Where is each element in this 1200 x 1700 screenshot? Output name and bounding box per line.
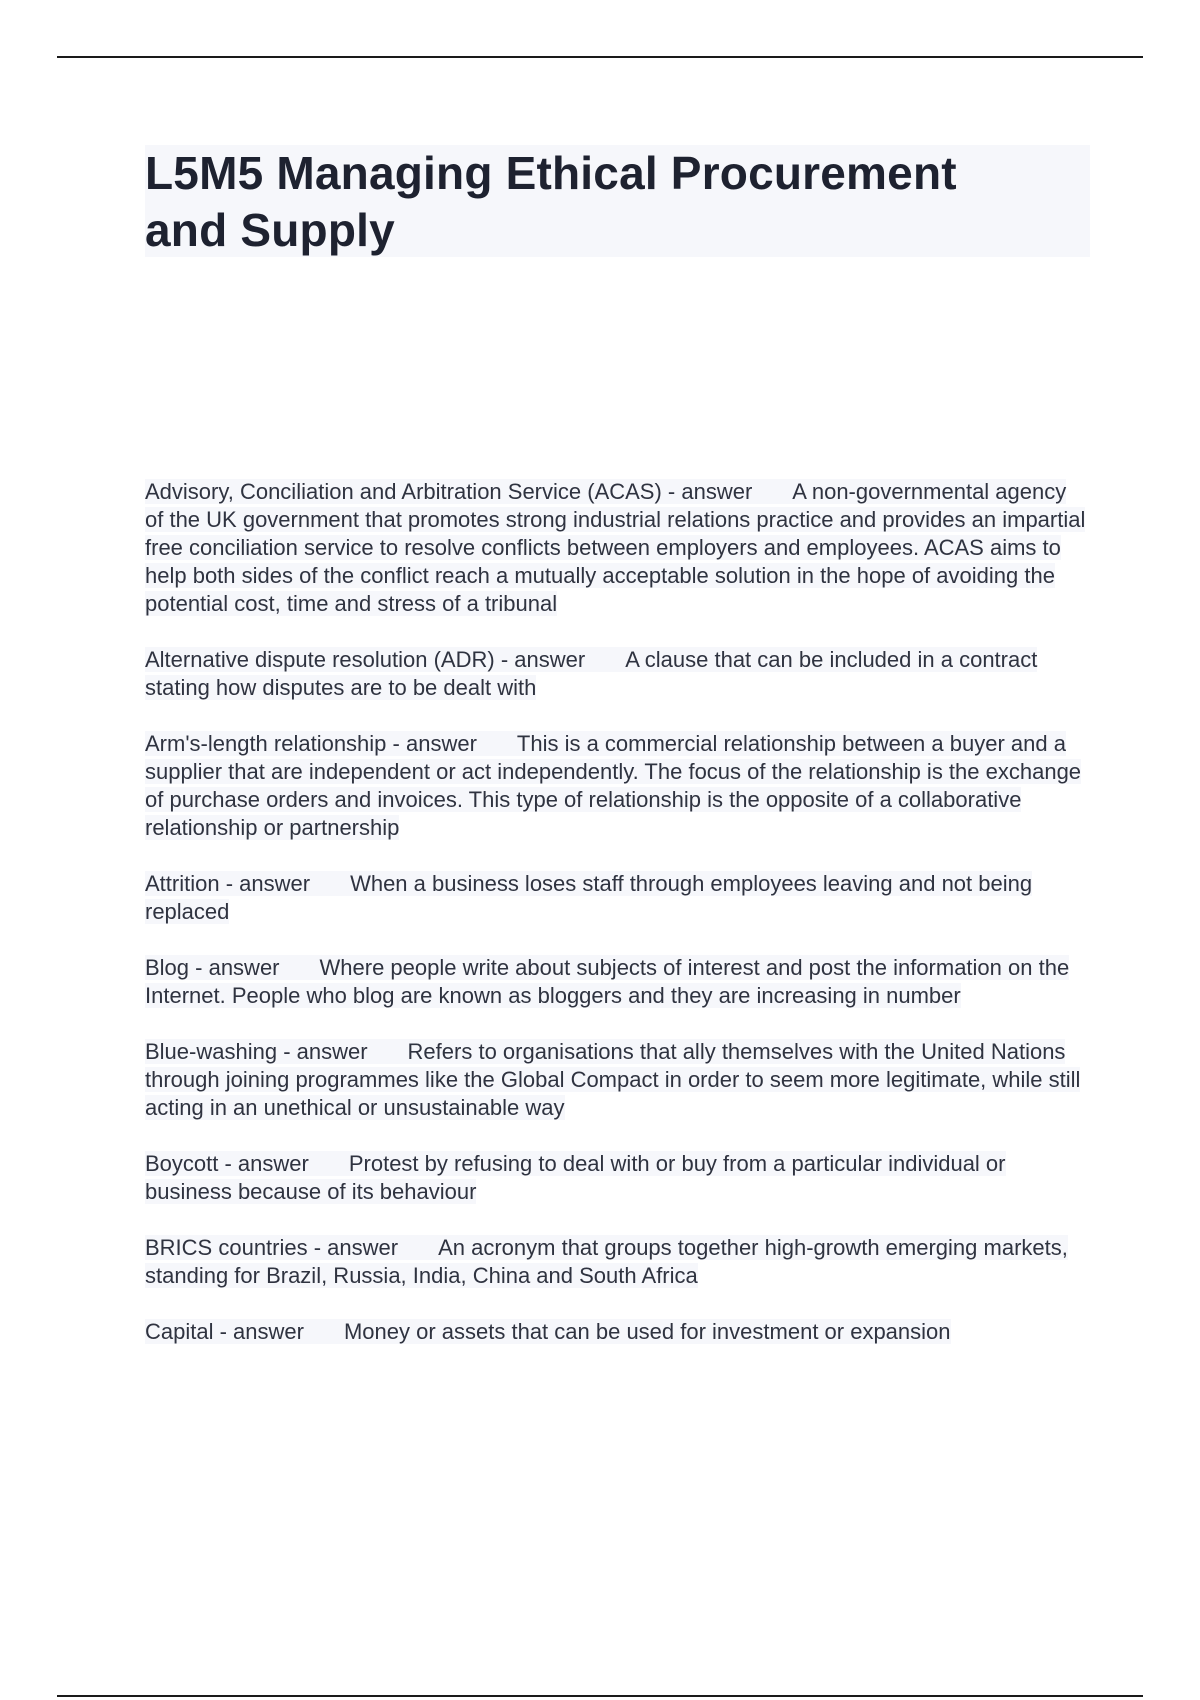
bottom-rule — [57, 1695, 1143, 1697]
glossary-entry-blog — [145, 954, 1090, 1010]
entry-term: Boycott - answer — [145, 1151, 309, 1176]
entry-term: Blog - answer — [145, 955, 280, 980]
glossary-entry-blue-washing — [145, 1038, 1090, 1122]
glossary-entry-arms-length — [145, 730, 1090, 842]
entry-term: Attrition - answer — [145, 871, 311, 896]
glossary-list — [145, 478, 1090, 1374]
entry-term: Blue-washing - answer — [145, 1039, 368, 1064]
glossary-entry-acas — [145, 478, 1090, 618]
entry-definition: When a business loses staff through employees leaving and not being replaced — [145, 871, 1033, 924]
title-line-2: and Supply — [145, 204, 395, 256]
entry-definition: A non-governmental agency of the UK government that promotes strong industrial relations practice and provides an impartial free conciliation service to resolve conflicts between employers and employees. ACAS aims to help both sides of the conflict reach a mutually acceptable solution in the hope of avoiding the potential cost, time and stress of a tribunal — [145, 479, 1086, 616]
entry-definition: An acronym that groups together high-growth emerging markets, standing for Brazil, Russia, India, China and South Africa — [145, 1235, 1068, 1288]
page-title — [145, 145, 1090, 259]
entry-definition: Protest by refusing to deal with or buy from a particular individual or business because of its behaviour — [145, 1151, 1006, 1204]
top-rule — [57, 56, 1143, 58]
title-line-1: L5M5 Managing Ethical Procurement — [145, 147, 957, 199]
entry-definition: Money or assets that can be used for investment or expansion — [343, 1319, 951, 1344]
entry-term: Advisory, Conciliation and Arbitration Service (ACAS) - answer — [145, 479, 753, 504]
entry-term: Arm's-length relationship - answer — [145, 731, 477, 756]
entry-term: Capital - answer — [145, 1319, 304, 1344]
entry-definition: Where people write about subjects of interest and post the information on the Internet. People who blog are known as bloggers and they are increasing in number — [145, 955, 1070, 1008]
glossary-entry-attrition — [145, 870, 1090, 926]
entry-term: BRICS countries - answer — [145, 1235, 399, 1260]
entry-definition: Refers to organisations that ally themselves with the United Nations through joining programmes like the Global Compact in order to seem more legitimate, while still acting in an unethical or unsustainable way — [145, 1039, 1081, 1120]
entry-term: Alternative dispute resolution (ADR) - answer — [145, 647, 586, 672]
entry-definition: A clause that can be included in a contract stating how disputes are to be dealt with — [145, 647, 1038, 700]
glossary-entry-brics — [145, 1234, 1090, 1290]
entry-definition: This is a commercial relationship between a buyer and a supplier that are independent or act independently. The focus of the relationship is the exchange of purchase orders and invoices. This type of relationship is the opposite of a collaborative relationship or partnership — [145, 731, 1082, 840]
glossary-entry-boycott — [145, 1150, 1090, 1206]
glossary-entry-capital — [145, 1318, 1090, 1346]
glossary-entry-adr — [145, 646, 1090, 702]
title-block — [145, 145, 1090, 257]
